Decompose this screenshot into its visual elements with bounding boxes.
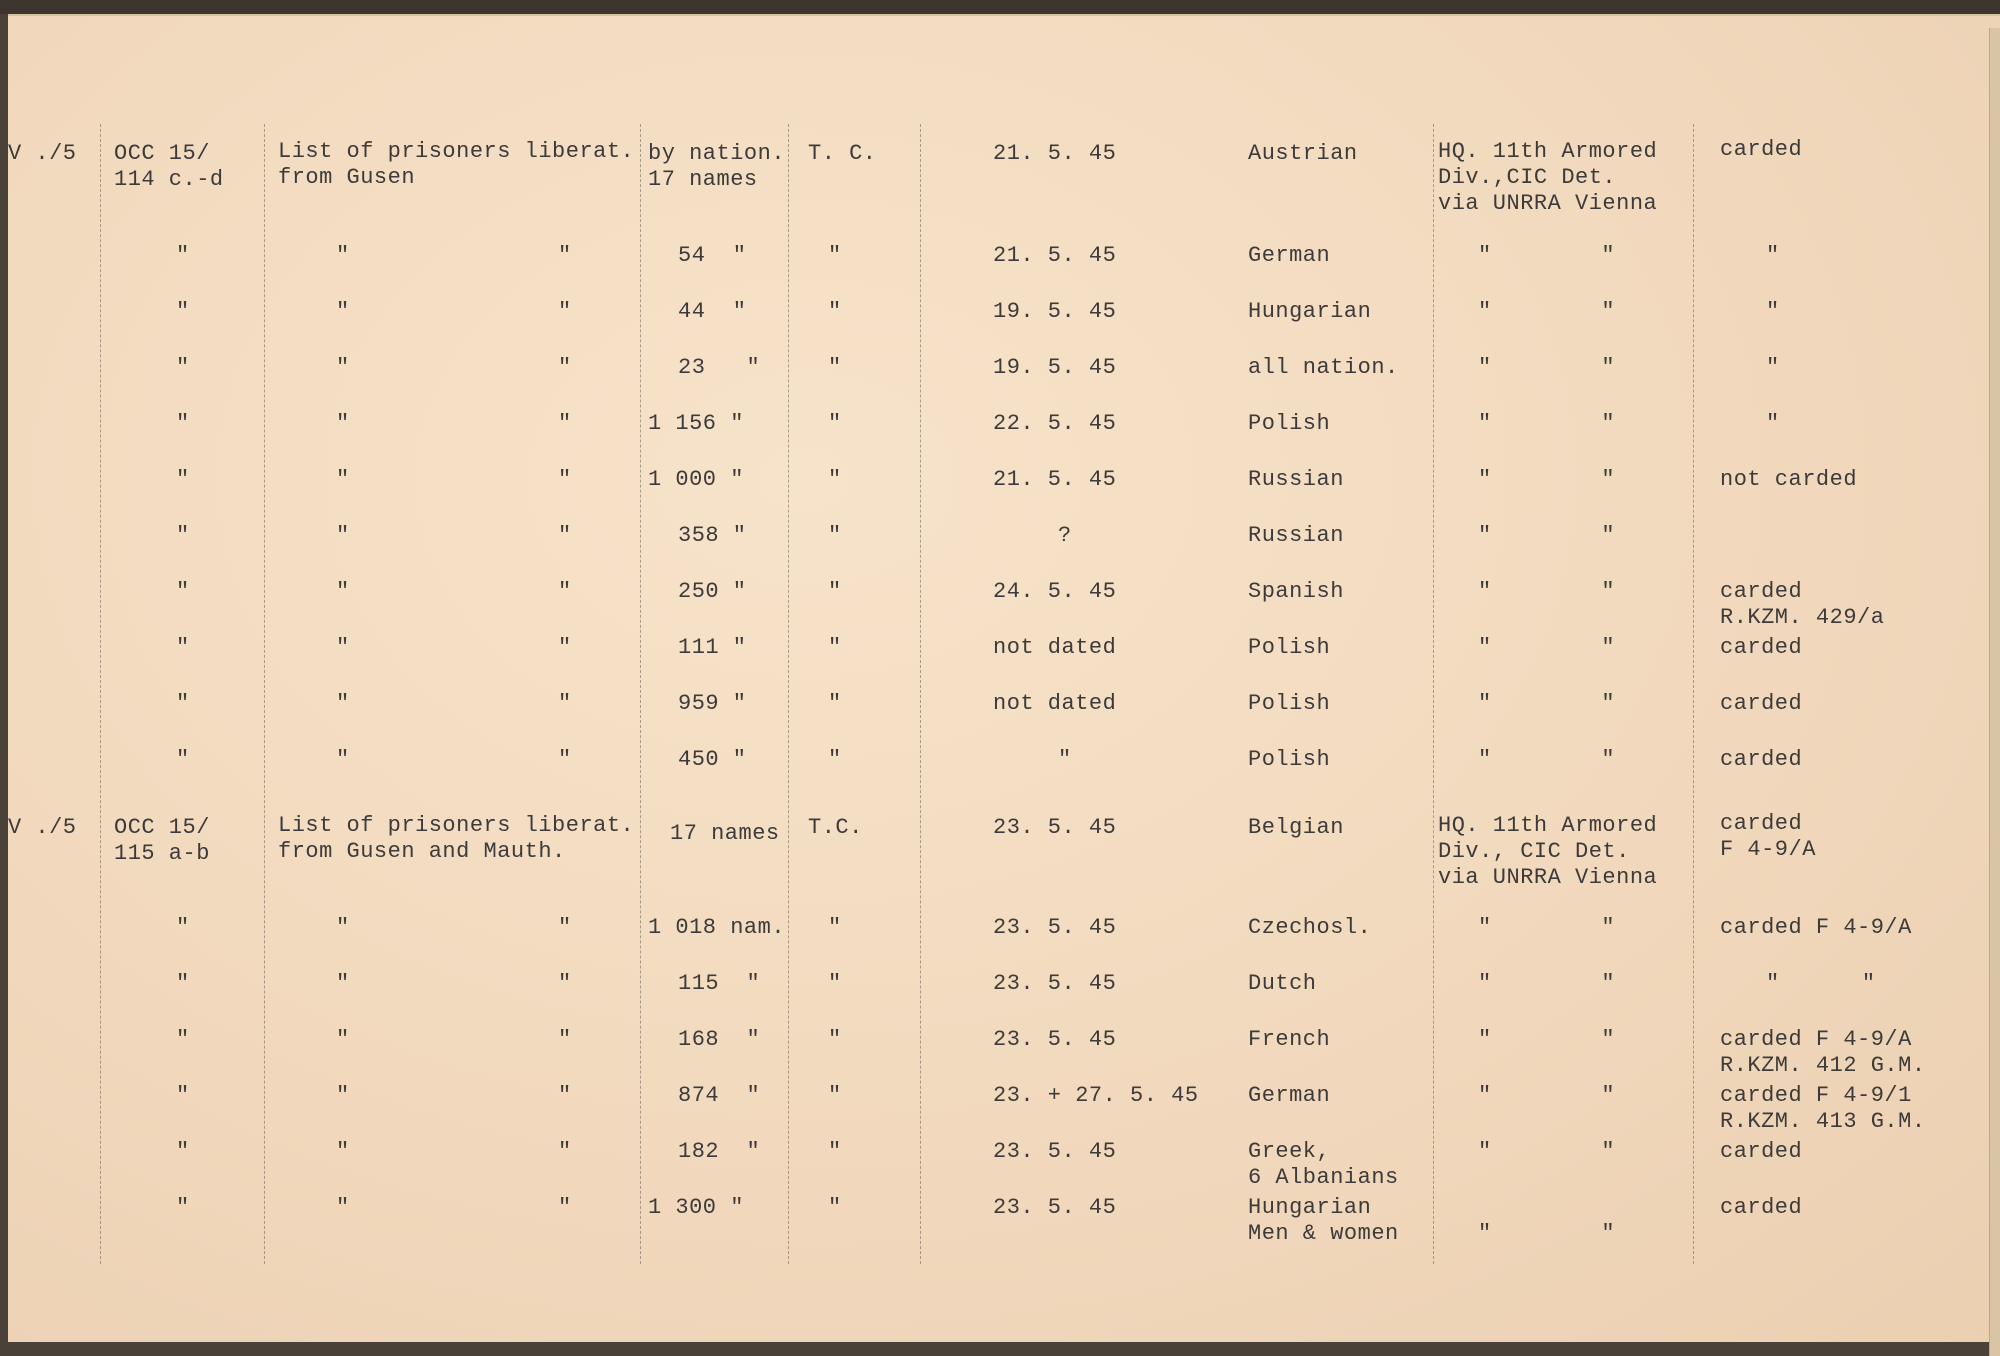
ditto-mark: " [558, 579, 572, 604]
nationality: Russian [1248, 467, 1344, 492]
ditto-mark: " [336, 243, 350, 268]
card-note: " [1766, 355, 1780, 380]
nationality: Austrian [1248, 141, 1358, 166]
tc-mark: " [828, 971, 842, 996]
card-note: carded [1720, 1195, 1803, 1220]
name-count: 1 300 " [648, 1195, 744, 1220]
date: " [1058, 747, 1072, 772]
occ-reference: OCC 15/ [114, 815, 210, 840]
ditto-mark: " [558, 467, 572, 492]
card-note: " " [1766, 971, 1876, 996]
tc-mark: " [828, 411, 842, 436]
ditto-mark: " [176, 579, 190, 604]
card-note: not carded [1720, 467, 1858, 492]
date: 24. 5. 45 [993, 579, 1117, 604]
card-note: R.KZM. 412 G.M. [1720, 1053, 1926, 1078]
nationality: Hungarian [1248, 1195, 1372, 1220]
name-count: 17 names [670, 821, 780, 846]
name-count: 1 018 nam. [648, 915, 786, 940]
volume-ref: V ./5 [8, 141, 77, 166]
date: 19. 5. 45 [993, 355, 1117, 380]
tc-mark: " [828, 1027, 842, 1052]
volume-ref: V ./5 [8, 815, 77, 840]
document-title: List of prisoners liberat. [278, 813, 635, 838]
tc-mark: " [828, 579, 842, 604]
name-count: 450 " [678, 747, 747, 772]
date: 23. 5. 45 [993, 1195, 1117, 1220]
ditto-mark: " [558, 243, 572, 268]
source-unit: " " [1478, 1027, 1616, 1052]
tc-mark: " [828, 243, 842, 268]
source-unit: " " [1478, 411, 1616, 436]
ditto-mark: " [336, 747, 350, 772]
date: 23. 5. 45 [993, 915, 1117, 940]
source-unit: via UNRRA Vienna [1438, 191, 1658, 216]
nationality: German [1248, 243, 1331, 268]
column-rule [788, 124, 789, 1264]
card-note: R.KZM. 413 G.M. [1720, 1109, 1926, 1134]
card-note: carded F 4-9/A [1720, 915, 1912, 940]
nationality: French [1248, 1027, 1331, 1052]
ditto-mark: " [558, 355, 572, 380]
tc-mark: " [828, 1083, 842, 1108]
occ-reference: OCC 15/ [114, 141, 210, 166]
ditto-mark: " [336, 299, 350, 324]
tc-mark: " [828, 691, 842, 716]
card-note: carded F 4-9/A [1720, 1027, 1912, 1052]
document-title: from Gusen [278, 165, 416, 190]
ditto-mark: " [336, 523, 350, 548]
date: 21. 5. 45 [993, 141, 1117, 166]
occ-reference: 114 c.-d [114, 167, 224, 192]
ditto-mark: " [558, 635, 572, 660]
tc-mark: " [828, 523, 842, 548]
date: 23. 5. 45 [993, 971, 1117, 996]
card-note: carded [1720, 137, 1803, 162]
card-note: carded [1720, 691, 1803, 716]
column-rule [1433, 124, 1434, 1264]
ditto-mark: " [558, 747, 572, 772]
date: 22. 5. 45 [993, 411, 1117, 436]
source-unit: HQ. 11th Armored [1438, 139, 1658, 164]
tc-mark: " [828, 635, 842, 660]
ditto-mark: " [336, 635, 350, 660]
name-count: 959 " [678, 691, 747, 716]
name-count: 1 000 " [648, 467, 744, 492]
ditto-mark: " [558, 915, 572, 940]
date: not dated [993, 691, 1117, 716]
source-unit: " " [1478, 299, 1616, 324]
scan-top-edge [0, 0, 2000, 14]
ditto-mark: " [176, 299, 190, 324]
card-note: carded [1720, 811, 1803, 836]
tc-mark: " [828, 299, 842, 324]
source-unit: " " [1478, 915, 1616, 940]
date: 21. 5. 45 [993, 467, 1117, 492]
name-count: 23 " [678, 355, 761, 380]
nationality: Polish [1248, 691, 1331, 716]
nationality: 6 Albanians [1248, 1165, 1399, 1190]
date: 23. 5. 45 [993, 815, 1117, 840]
nationality: German [1248, 1083, 1331, 1108]
ditto-mark: " [558, 411, 572, 436]
nationality: Polish [1248, 411, 1331, 436]
ditto-mark: " [176, 467, 190, 492]
column-rule [100, 124, 101, 1264]
ditto-mark: " [558, 299, 572, 324]
card-note: " [1766, 411, 1780, 436]
nationality: Dutch [1248, 971, 1317, 996]
card-note: carded F 4-9/1 [1720, 1083, 1912, 1108]
document-title: from Gusen and Mauth. [278, 839, 566, 864]
ditto-mark: " [176, 1027, 190, 1052]
ditto-mark: " [176, 635, 190, 660]
name-count: 874 " [678, 1083, 761, 1108]
tc-mark: " [828, 1139, 842, 1164]
card-note: carded [1720, 1139, 1803, 1164]
ditto-mark: " [176, 1139, 190, 1164]
ditto-mark: " [336, 691, 350, 716]
ditto-mark: " [336, 411, 350, 436]
source-unit: " " [1478, 1083, 1616, 1108]
column-rule [1693, 124, 1694, 1264]
date: 21. 5. 45 [993, 243, 1117, 268]
date: 23. + 27. 5. 45 [993, 1083, 1199, 1108]
ditto-mark: " [336, 1083, 350, 1108]
date: 19. 5. 45 [993, 299, 1117, 324]
source-unit: " " [1478, 1221, 1616, 1246]
source-unit: via UNRRA Vienna [1438, 865, 1658, 890]
name-count: 168 " [678, 1027, 761, 1052]
ditto-mark: " [336, 971, 350, 996]
index-card-sheet [8, 14, 2000, 1342]
nationality: Belgian [1248, 815, 1344, 840]
card-note: F 4-9/A [1720, 837, 1816, 862]
source-unit: " " [1478, 747, 1616, 772]
source-unit: " " [1478, 243, 1616, 268]
nationality: Polish [1248, 747, 1331, 772]
ditto-mark: " [176, 1083, 190, 1108]
ditto-mark: " [558, 1139, 572, 1164]
date: not dated [993, 635, 1117, 660]
name-count: 44 " [678, 299, 747, 324]
ditto-mark: " [176, 355, 190, 380]
nationality: Hungarian [1248, 299, 1372, 324]
ditto-mark: " [176, 915, 190, 940]
ditto-mark: " [176, 243, 190, 268]
name-count: 115 " [678, 971, 761, 996]
column-rule [920, 124, 921, 1264]
card-note: " [1766, 299, 1780, 324]
tc-mark: " [828, 915, 842, 940]
card-note: " [1766, 243, 1780, 268]
column-rule [264, 124, 265, 1264]
nationality: Greek, [1248, 1139, 1331, 1164]
card-note: R.KZM. 429/a [1720, 605, 1885, 630]
name-count: 17 names [648, 167, 758, 192]
nationality: Russian [1248, 523, 1344, 548]
ditto-mark: " [176, 971, 190, 996]
name-count: 54 " [678, 243, 747, 268]
occ-reference: 115 a-b [114, 841, 210, 866]
card-note: carded [1720, 579, 1803, 604]
name-count: 358 " [678, 523, 747, 548]
tc-mark: T.C. [808, 815, 863, 840]
nationality: Spanish [1248, 579, 1344, 604]
ditto-mark: " [176, 523, 190, 548]
card-note: carded [1720, 747, 1803, 772]
ditto-mark: " [558, 1083, 572, 1108]
tc-mark: " [828, 467, 842, 492]
ditto-mark: " [558, 1195, 572, 1220]
name-count: by nation. [648, 141, 786, 166]
ditto-mark: " [336, 579, 350, 604]
ditto-mark: " [336, 1195, 350, 1220]
tc-mark: " [828, 355, 842, 380]
nationality: Czechosl. [1248, 915, 1372, 940]
ditto-mark: " [336, 1027, 350, 1052]
ditto-mark: " [336, 355, 350, 380]
ditto-mark: " [176, 1195, 190, 1220]
ditto-mark: " [336, 467, 350, 492]
nationality: all nation. [1248, 355, 1399, 380]
ditto-mark: " [336, 915, 350, 940]
source-unit: " " [1478, 355, 1616, 380]
ditto-mark: " [176, 411, 190, 436]
name-count: 111 " [678, 635, 747, 660]
date: ? [1058, 523, 1072, 548]
ditto-mark: " [336, 1139, 350, 1164]
ditto-mark: " [176, 691, 190, 716]
source-unit: " " [1478, 1139, 1616, 1164]
source-unit: " " [1478, 971, 1616, 996]
source-unit: " " [1478, 691, 1616, 716]
sheet-right-edge [1989, 28, 2000, 1356]
ditto-mark: " [558, 523, 572, 548]
ditto-mark: " [558, 971, 572, 996]
source-unit: " " [1478, 467, 1616, 492]
column-rule [640, 124, 641, 1264]
date: 23. 5. 45 [993, 1139, 1117, 1164]
name-count: 1 156 " [648, 411, 744, 436]
nationality: Polish [1248, 635, 1331, 660]
ditto-mark: " [558, 1027, 572, 1052]
tc-mark: " [828, 747, 842, 772]
source-unit: " " [1478, 635, 1616, 660]
nationality: Men & women [1248, 1221, 1399, 1246]
name-count: 250 " [678, 579, 747, 604]
document-title: List of prisoners liberat. [278, 139, 635, 164]
tc-mark: T. C. [808, 141, 877, 166]
source-unit: Div.,CIC Det. [1438, 165, 1617, 190]
source-unit: HQ. 11th Armored [1438, 813, 1658, 838]
ditto-mark: " [558, 691, 572, 716]
date: 23. 5. 45 [993, 1027, 1117, 1052]
tc-mark: " [828, 1195, 842, 1220]
card-note: carded [1720, 635, 1803, 660]
name-count: 182 " [678, 1139, 761, 1164]
source-unit: " " [1478, 523, 1616, 548]
ditto-mark: " [176, 747, 190, 772]
source-unit: " " [1478, 579, 1616, 604]
source-unit: Div., CIC Det. [1438, 839, 1630, 864]
